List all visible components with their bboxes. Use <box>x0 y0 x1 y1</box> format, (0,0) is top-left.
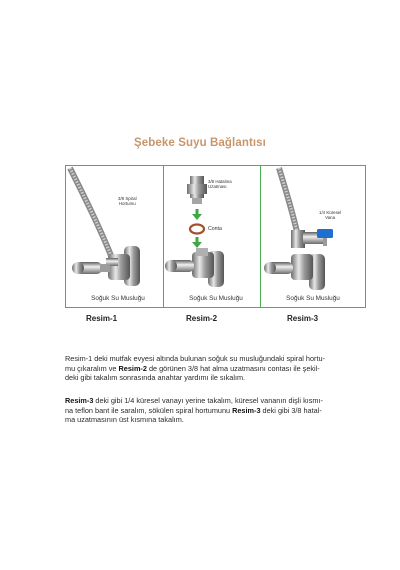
paragraph-line <box>65 364 340 374</box>
paragraph-line <box>65 406 340 416</box>
gasket-ring <box>190 225 204 234</box>
hose-label <box>118 196 137 206</box>
figure-caption-2: Resim-2 <box>186 314 218 323</box>
bold-reference: Resim-2 <box>118 363 147 373</box>
text-span: mu çıkaralım ve <box>65 363 119 373</box>
ball-valve-assembly-illustration <box>261 166 366 308</box>
extension-label-line2: Uzatması <box>208 184 227 189</box>
panel-bottom-label: Soğuk Su Musluğu <box>286 295 340 302</box>
hose-label-line2: Hortumu <box>118 201 136 206</box>
paragraph-line <box>65 396 340 406</box>
text-span: deki gibi 1/4 küresel vanayı yerine takalım, küresel vananın dişli kısmı- <box>93 396 323 405</box>
text-span: de görünen 3/8 hat alma uzatmasını contası ile şekil- <box>146 363 320 373</box>
down-arrow-icon <box>192 237 202 248</box>
paragraph-line: deki gibi takalım sonrasında anahtar yardımı ile sıkalım. <box>65 373 246 383</box>
faucet-with-hose-illustration <box>66 166 171 308</box>
bold-reference: Resim-3 <box>65 396 94 405</box>
panel-bottom-label: Soğuk Su Musluğu <box>189 295 243 302</box>
bold-reference: Resim-3 <box>232 405 261 415</box>
page-title: Şebeke Suyu Bağlantısı <box>134 137 266 149</box>
valve-label-line2: Vana <box>325 215 336 220</box>
figure-panel-2 <box>163 165 269 308</box>
valve-label <box>319 210 341 220</box>
figure-panel-3 <box>260 165 366 308</box>
gasket-label: Conta <box>208 226 222 232</box>
extension-label-line1: 3/8 Hatalma <box>208 179 232 184</box>
down-arrow-icon <box>192 209 202 220</box>
instruction-paragraph-2 <box>65 396 340 425</box>
valve-handle <box>317 229 333 238</box>
text-span: na teflon bant ile saralım, sökülen spiral hortumunu <box>65 405 233 415</box>
paragraph-line: ma uzatmasının üst kısmına takalım. <box>65 415 184 425</box>
figure-panel-1 <box>65 165 171 308</box>
paragraph-line: Resim-1 deki mutfak evyesi altında bulunan soğuk su musluğundaki spiral hortu- <box>65 354 325 363</box>
instruction-paragraph-1 <box>65 354 340 383</box>
panel-bottom-label: Soğuk Su Musluğu <box>91 295 145 302</box>
figure-caption-3: Resim-3 <box>287 314 319 323</box>
figure-caption-1: Resim-1 <box>86 314 118 323</box>
text-span: deki gibi 3/8 hatal- <box>260 405 322 415</box>
valve-label-line1: 1/4 Küresel <box>319 210 342 215</box>
extension-label <box>208 179 232 189</box>
hose-label-line1: 3/8 Spiral <box>118 196 137 201</box>
